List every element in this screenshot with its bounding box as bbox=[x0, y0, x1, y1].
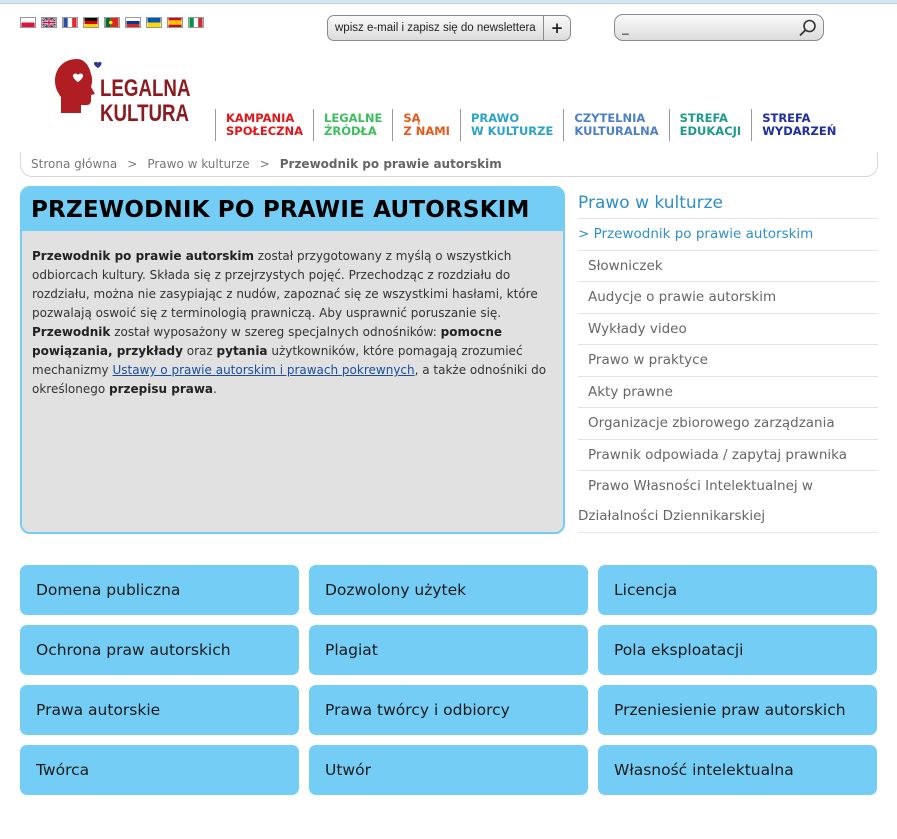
newsletter-submit-button[interactable]: + bbox=[543, 16, 570, 40]
guide-header bbox=[22, 188, 563, 231]
text-segment: . bbox=[213, 382, 217, 396]
nav-item-line: STREFA bbox=[679, 111, 728, 125]
search-box bbox=[614, 14, 824, 41]
sidebar-item-active[interactable]: > Przewodnik po prawie autorskim bbox=[578, 219, 878, 251]
text-segment: , a także odnośniki do określonego bbox=[32, 363, 547, 396]
newsletter-form bbox=[327, 15, 571, 41]
nav-item-line: SĄ bbox=[403, 111, 421, 125]
bold-questions-term: pytania bbox=[216, 344, 268, 358]
breadcrumb bbox=[20, 152, 878, 177]
nav-item-line: WYDARZEŃ bbox=[762, 124, 837, 138]
search-button[interactable] bbox=[793, 16, 823, 40]
topic-tile[interactable]: Dozwolony użytek bbox=[309, 565, 588, 615]
nav-item-line: SPOŁECZNA bbox=[226, 124, 304, 138]
text-segment: został wyposażony w szereg specjalnych odnośników: bbox=[110, 325, 441, 339]
sidebar-item[interactable]: Słowniczek bbox=[578, 251, 878, 283]
nav-item[interactable] bbox=[215, 109, 313, 141]
topic-tile[interactable]: Plagiat bbox=[309, 625, 588, 675]
sidebar-item[interactable]: Akty prawne bbox=[578, 377, 878, 409]
ukrainian-flag[interactable] bbox=[146, 17, 162, 28]
sidebar bbox=[578, 189, 878, 533]
nav-item-line: W KULTURZE bbox=[470, 124, 554, 138]
guide-intro-box bbox=[20, 186, 565, 534]
top-border bbox=[0, 0, 897, 4]
topic-tile[interactable]: Przeniesienie praw autorskich bbox=[598, 685, 877, 735]
topic-tile[interactable]: Prawa autorskie bbox=[20, 685, 299, 735]
nav-item-line: LEGALNE bbox=[324, 111, 383, 125]
nav-item[interactable] bbox=[392, 109, 460, 141]
nav-item-line: KULTURALNA bbox=[574, 124, 659, 138]
page-title: PRZEWODNIK PO PRAWIE AUTORSKIM bbox=[31, 196, 530, 223]
polish-flag[interactable] bbox=[20, 17, 36, 28]
guide-bold-title: Przewodnik po prawie autorskim bbox=[32, 249, 254, 263]
breadcrumb-parent[interactable]: Prawo w kulturze bbox=[147, 157, 250, 171]
logo-line-2: KULTURA bbox=[100, 100, 190, 127]
logo-line-1: LEGALNA bbox=[100, 75, 191, 102]
portuguese-flag[interactable] bbox=[104, 17, 120, 28]
topic-tile[interactable]: Domena publiczna bbox=[20, 565, 299, 615]
russian-flag[interactable] bbox=[125, 17, 141, 28]
nav-item[interactable] bbox=[313, 109, 392, 141]
german-flag[interactable] bbox=[83, 17, 99, 28]
topic-tile[interactable]: Pola eksploatacji bbox=[598, 625, 877, 675]
spanish-flag[interactable] bbox=[167, 17, 183, 28]
nav-item-line: ŹRÓDŁA bbox=[324, 124, 377, 138]
topic-tile[interactable]: Prawa twórcy i odbiorcy bbox=[309, 685, 588, 735]
breadcrumb-current: Przewodnik po prawie autorskim bbox=[279, 157, 502, 171]
nav-item-line: STREFA bbox=[762, 111, 811, 125]
topic-tile[interactable]: Twórca bbox=[20, 745, 299, 795]
breadcrumb-home[interactable]: Strona główna bbox=[31, 157, 118, 171]
topic-tile[interactable]: Licencja bbox=[598, 565, 877, 615]
sidebar-item[interactable]: Audycje o prawie autorskim bbox=[578, 282, 878, 314]
head-icon bbox=[53, 57, 103, 119]
sidebar-item[interactable]: Wykłady video bbox=[578, 314, 878, 346]
nav-item-line: CZYTELNIA bbox=[574, 111, 646, 125]
nav-item[interactable] bbox=[669, 109, 752, 141]
sidebar-item[interactable]: Organizacje zbiorowego zarządzania bbox=[578, 408, 878, 440]
bold-links-term: pomocne powiązania, przykłady bbox=[32, 325, 503, 358]
guide-bold-term: Przewodnik bbox=[32, 325, 111, 339]
copyright-act-link[interactable]: Ustawy o prawie autorskim i prawach pokrewnych bbox=[112, 363, 415, 377]
guide-description bbox=[22, 231, 563, 399]
sidebar-item[interactable]: Prawo w praktyce bbox=[578, 345, 878, 377]
text-segment: został przygotowany z myślą o wszystkich odbiorcach kultury. Składa się z przejrzystych pojęć. Przechodząc z rozdziału do rozdziału, można nie zasypiając z nudów, zapoznać się ze wszystkimi hasłami, które pozwalają oswoić się z terminologią prawniczą. Aby usprawnić poruszanie się. bbox=[32, 249, 538, 320]
text-segment: użytkowników, które pomagają zrozumieć mechanizmy bbox=[32, 344, 523, 377]
nav-item-line: EDUKACJI bbox=[679, 124, 742, 138]
french-flag[interactable] bbox=[62, 17, 78, 28]
nav-item[interactable] bbox=[751, 109, 846, 141]
main-nav bbox=[215, 109, 846, 141]
topic-tile[interactable]: Ochrona praw autorskich bbox=[20, 625, 299, 675]
search-input[interactable] bbox=[615, 21, 793, 35]
english-flag[interactable] bbox=[41, 17, 57, 28]
search-icon bbox=[798, 19, 818, 37]
sidebar-item[interactable]: Prawnik odpowiada / zapytaj prawnika bbox=[578, 440, 878, 472]
breadcrumb-separator: > bbox=[127, 157, 138, 171]
nav-item[interactable] bbox=[563, 109, 668, 141]
newsletter-email-input[interactable] bbox=[328, 16, 543, 40]
italian-flag[interactable] bbox=[188, 17, 204, 28]
nav-item-line: Z NAMI bbox=[403, 124, 450, 138]
nav-item-line: PRAWO bbox=[470, 111, 520, 125]
sidebar-title[interactable]: Prawo w kulturze bbox=[578, 189, 878, 219]
text-segment: oraz bbox=[182, 344, 217, 358]
sidebar-item-journalism[interactable]: Prawo Własności Intelektualnej w Działalności Dziennikarskiej bbox=[578, 471, 878, 533]
bold-provision-term: przepisu prawa bbox=[109, 382, 214, 396]
topic-tiles bbox=[20, 565, 877, 795]
topic-tile[interactable]: Własność intelektualna bbox=[598, 745, 877, 795]
logo[interactable] bbox=[53, 57, 191, 139]
breadcrumb-separator: > bbox=[259, 157, 270, 171]
nav-item[interactable] bbox=[460, 109, 563, 141]
language-flags bbox=[20, 17, 204, 28]
topic-tile[interactable]: Utwór bbox=[309, 745, 588, 795]
nav-item-line: KAMPANIA bbox=[226, 111, 295, 125]
